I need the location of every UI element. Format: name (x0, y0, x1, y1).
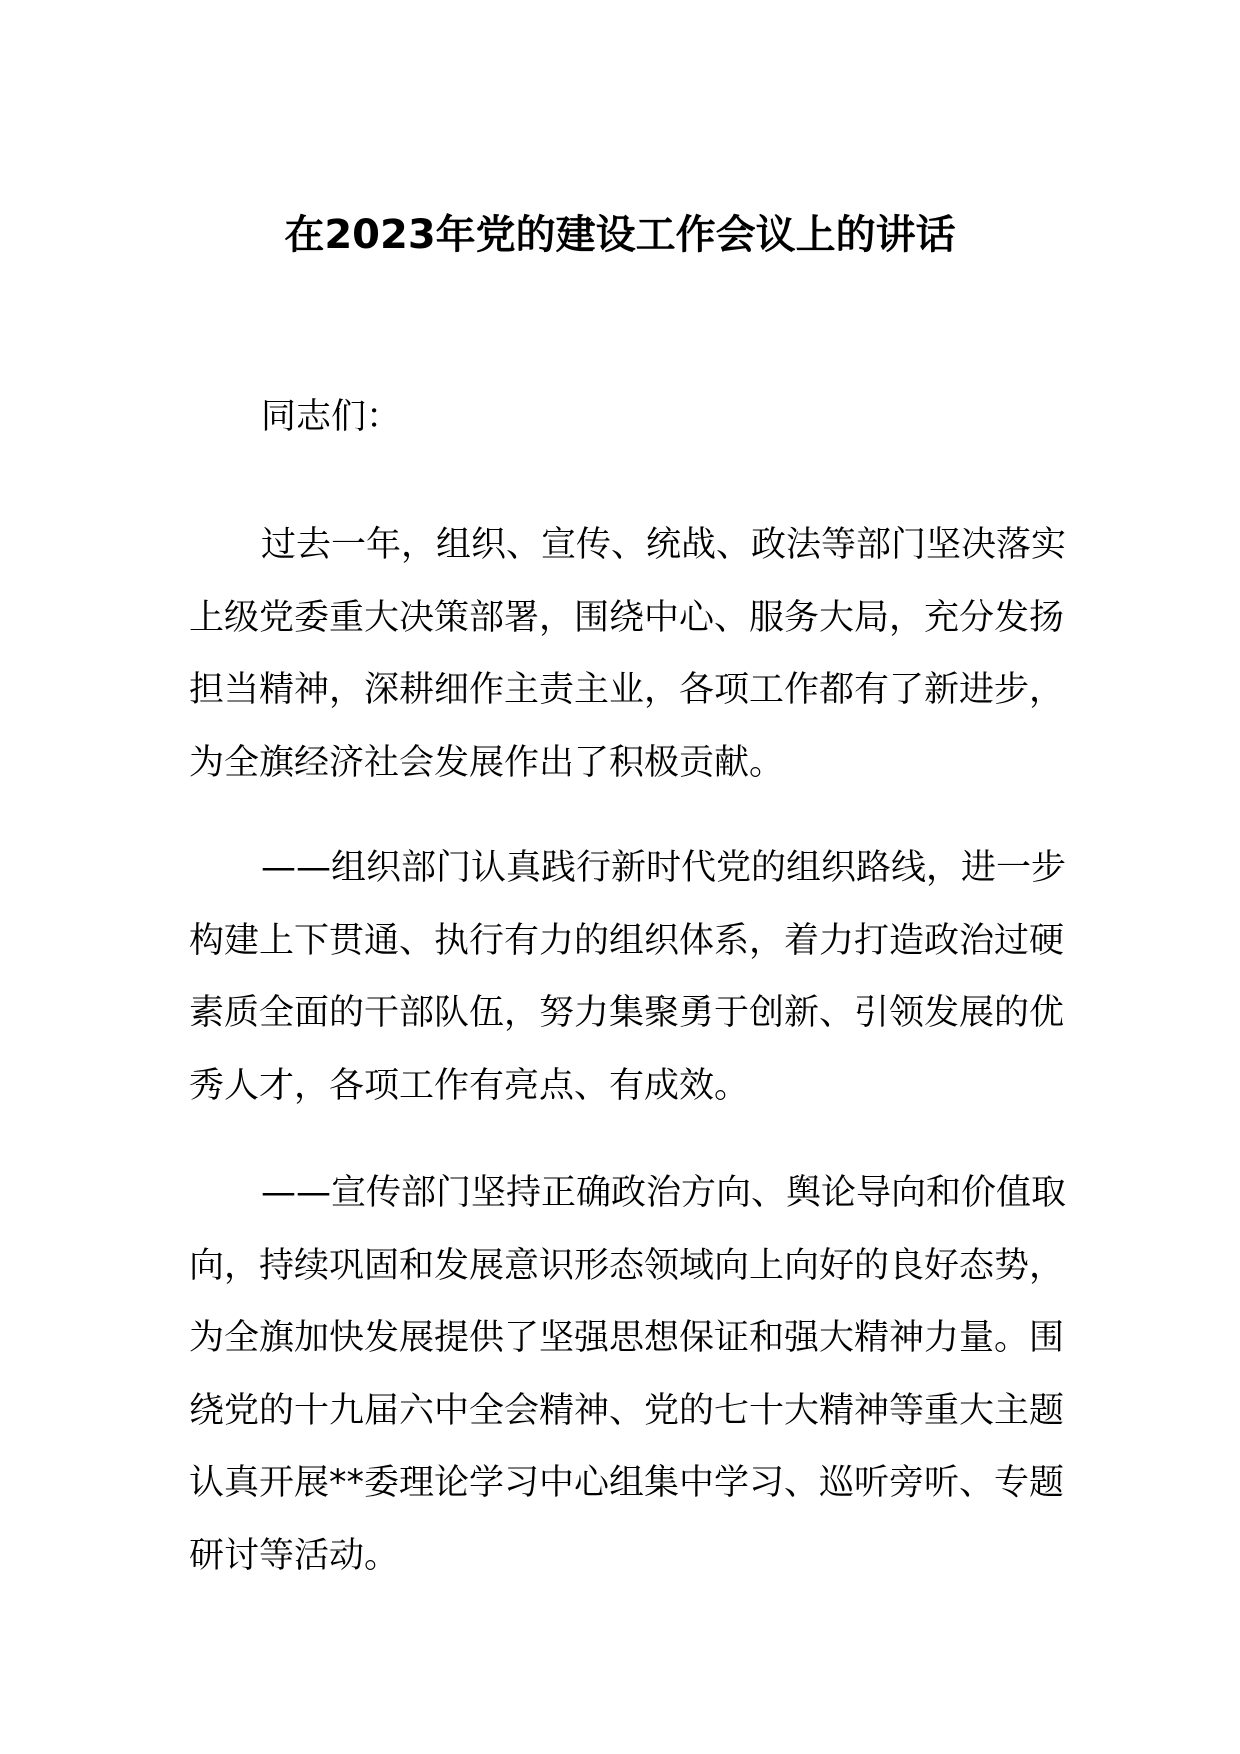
paragraph-line: 构建上下贯通、执行有力的组织体系，着力打造政治过硬 (189, 920, 1065, 961)
paragraph-line: 上级党委重大决策部署，围绕中心、服务大局，充分发扬 (189, 597, 1065, 638)
paragraph-line: 为全旗经济社会发展作出了积极贡献。 (189, 742, 785, 783)
paragraph-line: 担当精神，深耕细作主责主业，各项工作都有了新进步， (189, 670, 1065, 711)
paragraph-1 (189, 509, 1067, 799)
paragraph-line: 素质全面的干部队伍，努力集聚勇于创新、引领发展的优 (189, 993, 1065, 1034)
paragraph-line: ——组织部门认真践行新时代党的组织路线，进一步 (261, 848, 1067, 888)
paragraph-line: 绕党的十九届六中全会精神、党的七十大精神等重大主题 (189, 1390, 1065, 1431)
document-title: 在2023年党的建设工作会议上的讲话 (284, 212, 956, 258)
paragraph-3 (189, 1157, 1067, 1593)
paragraph-line: ——宣传部门坚持正确政治方向、舆论导向和价值取 (261, 1173, 1067, 1213)
paragraph-line: 过去一年，组织、宣传、统战、政法等部门坚决落实 (261, 525, 1067, 565)
paragraph-line: 研讨等活动。 (189, 1535, 400, 1576)
paragraph-line: 认真开展**委理论学习中心组集中学习、巡听旁听、专题 (189, 1463, 1065, 1504)
salutation-text: 同志们： (261, 397, 402, 437)
paragraph-2 (189, 832, 1067, 1122)
salutation (189, 381, 1061, 454)
paragraph-line: 秀人才，各项工作有亮点、有成效。 (189, 1065, 750, 1106)
paragraph-line: 向，持续巩固和发展意识形态领域向上向好的良好态势， (189, 1245, 1065, 1286)
paragraph-line: 为全旗加快发展提供了坚强思想保证和强大精神力量。围 (189, 1318, 1065, 1359)
